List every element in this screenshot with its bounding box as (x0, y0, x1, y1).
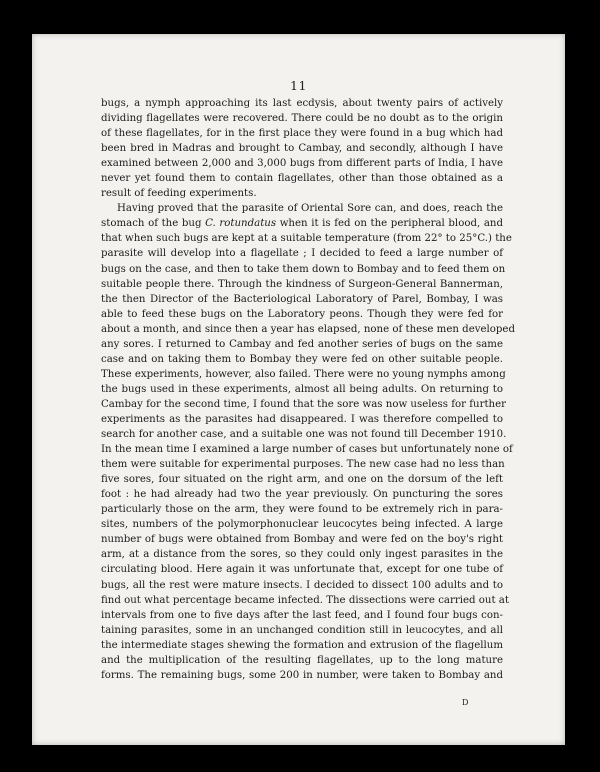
text-line: suitable people there. Through the kindness of Surgeon-General Bannerman, (101, 278, 503, 290)
text-line: intervals from one to five days after the last feed, and I found four bugs con- (101, 609, 503, 621)
text-line: experiments as the parasites had disappeared. I was therefore compelled to (101, 413, 503, 425)
text-line: examined between 2,000 and 3,000 bugs from different parts of India, I have (101, 158, 503, 170)
text-line: circulating blood. Here again it was unfortunate that, except for one tube of (101, 564, 503, 576)
text-line: Cambay for the second time, I found that the sore was now useless for further (101, 398, 506, 410)
text-line: result of feeding experiments. (101, 188, 257, 200)
text-line: case and on taking them to Bombay they were fed on other suitable people. (101, 353, 503, 365)
text-line: the intermediate stages shewing the formation and extrusion of the flagellum (101, 639, 503, 651)
text-line: search for another case, and a suitable one was not found till December 1910. (101, 429, 507, 441)
text-line: dividing flagellates were recovered. There could be no doubt as to the origin (101, 113, 503, 125)
text-line: find out what percentage became infected. The dissections were carried out at (101, 594, 509, 606)
scanned-page (32, 34, 565, 745)
text-line: stomach of the bug C. rotundatus when it is fed on the peripheral blood, and (101, 218, 503, 230)
text-line: taining parasites, some in an unchanged condition still in leucocytes, and all (101, 624, 503, 636)
text-line: number of bugs were obtained from Bombay and were fed on the boy's right (101, 534, 503, 546)
text-line: forms. The remaining bugs, some 200 in number, were taken to Bombay and (101, 669, 503, 681)
text-line: These experiments, however, also failed. There were no young nymphs among (101, 368, 506, 380)
text-line: arm, at a distance from the sores, so they could only ingest parasites in the (101, 549, 503, 561)
text-line: the bugs used in these experiments, almost all being adults. On returning to (101, 383, 503, 395)
text-line: them were suitable for experimental purposes. The new case had no less than (101, 459, 505, 471)
text-line: that when such bugs are kept at a suitable temperature (from 22° to 25°C.) the (101, 233, 512, 245)
text-line: Having proved that the parasite of Oriental Sore can, and does, reach the (117, 203, 503, 215)
text-line: parasite will develop into a flagellate ; I decided to feed a large number of (101, 248, 503, 260)
text-line: In the mean time I examined a large number of cases but unfortunately none of (101, 444, 513, 456)
text-line: bugs on the case, and then to take them down to Bombay and to feed them on (101, 263, 506, 275)
text-line: bugs, all the rest were mature insects. I decided to dissect 100 adults and to (101, 579, 503, 591)
text-line: bugs, a nymph approaching its last ecdysis, about twenty pairs of actively (101, 98, 503, 109)
text-line: the then Director of the Bacteriological Laboratory of Parel, Bombay, I was (101, 293, 503, 305)
text-line: of these flagellates, for in the first place they were found in a bug which had (101, 128, 503, 140)
text-line: particularly those on the arm, they were found to be extremely rich in para- (101, 504, 503, 516)
text-line: sites, numbers of the polymorphonuclear leucocytes being infected. A large (101, 519, 503, 531)
text-line: never yet found them to contain flagellates, other than those obtained as a (101, 173, 503, 185)
text-line: able to feed these bugs on the Laboratory peons. Though they were fed for (101, 308, 503, 320)
text-line: foot : he had already had two the year previously. On puncturing the sores (101, 489, 503, 501)
text-line: about a month, and since then a year has elapsed, none of these men developed (101, 323, 515, 335)
text-line: any sores. I returned to Cambay and fed another series of bugs on the same (101, 338, 503, 350)
page-number: 11 (290, 78, 307, 93)
text-line: five sores, four situated on the right arm, and one on the dorsum of the left (101, 474, 503, 486)
text-line: and the multiplication of the resulting flagellates, up to the long mature (101, 654, 503, 666)
signature-mark: D (462, 698, 469, 707)
body-text (101, 96, 515, 683)
text-line: been bred in Madras and brought to Cambay, and secondly, although I have (101, 143, 503, 155)
